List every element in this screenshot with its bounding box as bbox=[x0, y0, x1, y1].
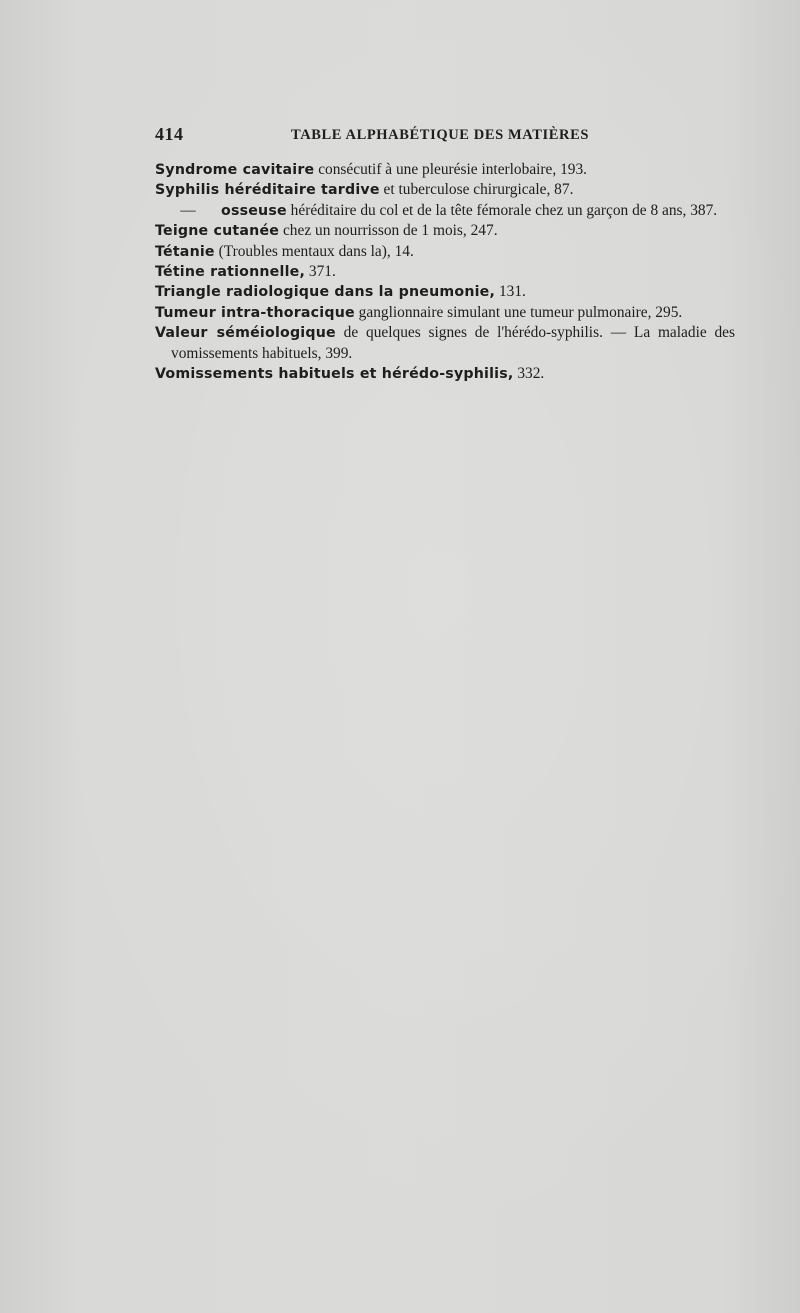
index-entry bbox=[155, 303, 735, 323]
entry-term: Tétine rationnelle, bbox=[155, 264, 306, 281]
index-entry bbox=[155, 201, 735, 221]
entry-term: osseuse bbox=[221, 202, 287, 219]
index-entry bbox=[155, 242, 735, 262]
entry-text: héréditaire du col et de la tête fémorale chez un garçon de 8 ans, 387. bbox=[286, 201, 718, 219]
running-header bbox=[155, 124, 735, 150]
entry-term: Teigne cutanée bbox=[155, 223, 280, 240]
page-number: 414 bbox=[155, 124, 184, 144]
entry-dash: — bbox=[180, 201, 196, 219]
entry-text: (Troubles mentaux dans la), 14. bbox=[214, 242, 414, 260]
entry-text: chez un nourrisson de 1 mois, 247. bbox=[279, 222, 498, 240]
entry-term: Vomissements habituels et hérédo-syphilis, bbox=[155, 366, 514, 383]
entry-text: 332. bbox=[513, 365, 545, 383]
entry-text: 131. bbox=[495, 283, 526, 301]
entry-text: consécutif à une pleurésie interlobaire, 193. bbox=[314, 161, 588, 178]
entry-term: Triangle radiologique dans la pneumonie, bbox=[155, 284, 496, 301]
index-entry bbox=[155, 180, 735, 200]
entry-term: Valeur séméiologique bbox=[155, 325, 336, 342]
entry-text: ganglionnaire simulant une tumeur pulmonaire, 295. bbox=[354, 303, 683, 321]
running-title: TABLE ALPHABÉTIQUE DES MATIÈRES bbox=[291, 127, 590, 143]
entry-text: de quelques signes de l'hérédo-syphilis. — La maladie des vomissements habituels, 399. bbox=[171, 324, 735, 362]
index-entry bbox=[155, 221, 735, 241]
index-entry bbox=[155, 364, 735, 384]
entry-text: et tuberculose chirurgicale, 87. bbox=[379, 181, 574, 199]
index-entry bbox=[155, 323, 735, 364]
entry-term: Syphilis héréditaire tardive bbox=[155, 182, 380, 199]
index-entry bbox=[155, 262, 735, 282]
entry-term: Tumeur intra-thoracique bbox=[155, 304, 355, 321]
entry-term: Tétanie bbox=[155, 243, 215, 260]
entry-text: 371. bbox=[305, 263, 336, 281]
index-entry bbox=[155, 282, 735, 302]
index-entries bbox=[155, 160, 735, 384]
index-entry bbox=[155, 160, 735, 180]
entry-term: Syndrome cavitaire bbox=[155, 162, 315, 178]
